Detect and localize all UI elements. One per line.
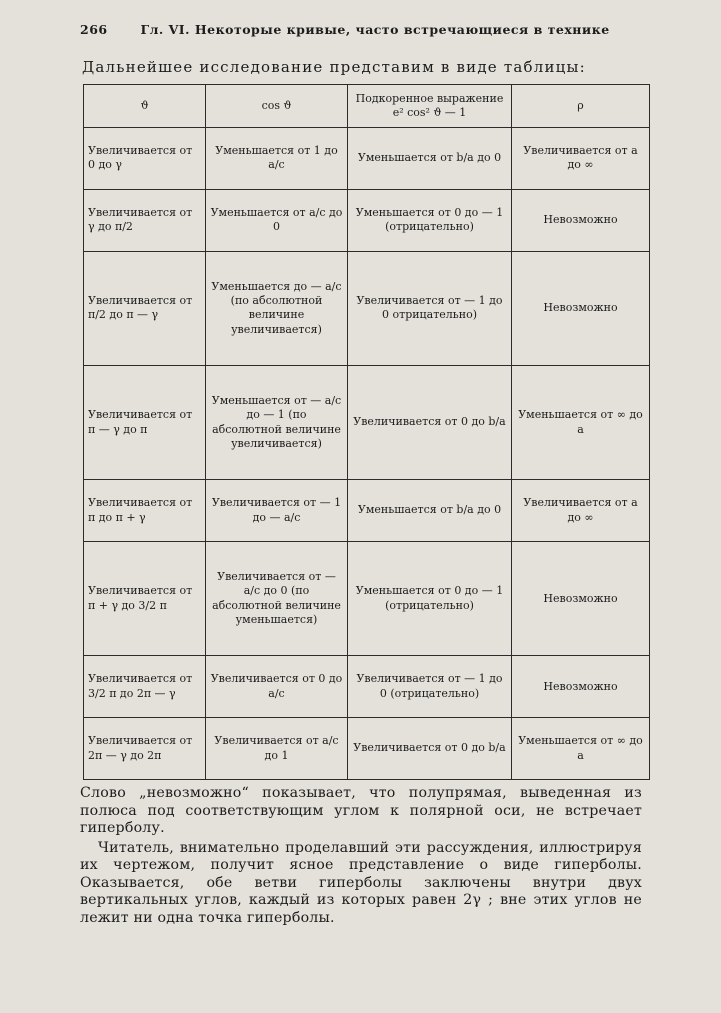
table-cell: Увеличивается от — 1 до 0 отрицательно)	[348, 251, 512, 365]
table-cell: Уменьшается от ∞ до a	[512, 365, 650, 479]
table-cell: Увеличивается от a/c до 1	[206, 718, 348, 780]
table-row	[84, 365, 650, 479]
table-cell: Увеличивается от π/2 до π — γ	[84, 251, 206, 365]
table-row	[84, 542, 650, 656]
intro-text: Дальнейшее исследование представим в виде таблицы:	[82, 58, 586, 76]
table-cell: Уменьшается от — a/c до — 1 (по абсолютной величине увеличивается)	[206, 365, 348, 479]
table-cell: Уменьшается от 1 до a/c	[206, 128, 348, 190]
table-cell: Уменьшается от 0 до — 1 (отрицательно)	[348, 542, 512, 656]
table-cell: Невозможно	[512, 251, 650, 365]
column-header: ϑ	[84, 85, 206, 128]
table-cell: Увеличивается от a до ∞	[512, 480, 650, 542]
table-cell: Увеличивается от π — γ до π	[84, 365, 206, 479]
table-cell: Увеличивается от — a/c до 0 (по абсолютной величине уменьшается)	[206, 542, 348, 656]
paragraph: Читатель, внимательно проделавший эти рассуждения, иллюстрируя их чертежом, получит ясное представление о виде гиперболы. Оказывается, обе ветви гиперболы заключены внутри двух вертикальных углов, каждый из которых равен 2γ ; вне этих углов не лежит ни одна точка гиперболы.	[80, 839, 642, 926]
analysis-table	[83, 84, 650, 780]
table-row	[84, 480, 650, 542]
table-cell: Уменьшается от 0 до — 1 (отрицательно)	[348, 189, 512, 251]
table-cell: Уменьшается до — a/c (по абсолютной величине увеличивается)	[206, 251, 348, 365]
table-cell: Увеличивается от π + γ до 3/2 π	[84, 542, 206, 656]
table-cell: Увеличивается от γ до π/2	[84, 189, 206, 251]
table-cell: Уменьшается от ∞ до a	[512, 718, 650, 780]
column-header: Подкоренное выражение e² cos² ϑ — 1	[348, 85, 512, 128]
table-cell: Увеличивается от π до π + γ	[84, 480, 206, 542]
running-head	[80, 22, 640, 37]
table-cell: Увеличивается от a до ∞	[512, 128, 650, 190]
paragraph: Слово „невозможно“ показывает, что полупрямая, выведенная из полюса под соответствующим углом к полярной оси, не встречает гиперболу.	[80, 785, 642, 836]
page-number: 266	[80, 22, 108, 37]
body-text	[80, 785, 642, 927]
table-cell: Увеличивается от 0 до b/a	[348, 718, 512, 780]
table-cell: Невозможно	[512, 189, 650, 251]
table-row	[84, 189, 650, 251]
table-row	[84, 656, 650, 718]
table-row	[84, 718, 650, 780]
column-header: cos ϑ	[206, 85, 348, 128]
table-cell: Увеличивается от — 1 до 0 (отрицательно)	[348, 656, 512, 718]
table-cell: Уменьшается от b/a до 0	[348, 128, 512, 190]
table-cell: Невозможно	[512, 542, 650, 656]
table-header-row	[84, 85, 650, 128]
table-cell: Увеличивается от 0 до a/c	[206, 656, 348, 718]
table-cell: Увеличивается от 0 до γ	[84, 128, 206, 190]
chapter-title: Гл. VI. Некоторые кривые, часто встречающиеся в технике	[140, 22, 610, 37]
table-row	[84, 128, 650, 190]
table-row	[84, 251, 650, 365]
table-cell: Увеличивается от 2π — γ до 2π	[84, 718, 206, 780]
table-cell: Невозможно	[512, 656, 650, 718]
table-cell: Увеличивается от 3/2 π до 2π — γ	[84, 656, 206, 718]
column-header: ρ	[512, 85, 650, 128]
table-cell: Увеличивается от 0 до b/a	[348, 365, 512, 479]
table-cell: Уменьшается от b/a до 0	[348, 480, 512, 542]
table-cell: Увеличивается от — 1 до — a/c	[206, 480, 348, 542]
table-cell: Уменьшается от a/c до 0	[206, 189, 348, 251]
